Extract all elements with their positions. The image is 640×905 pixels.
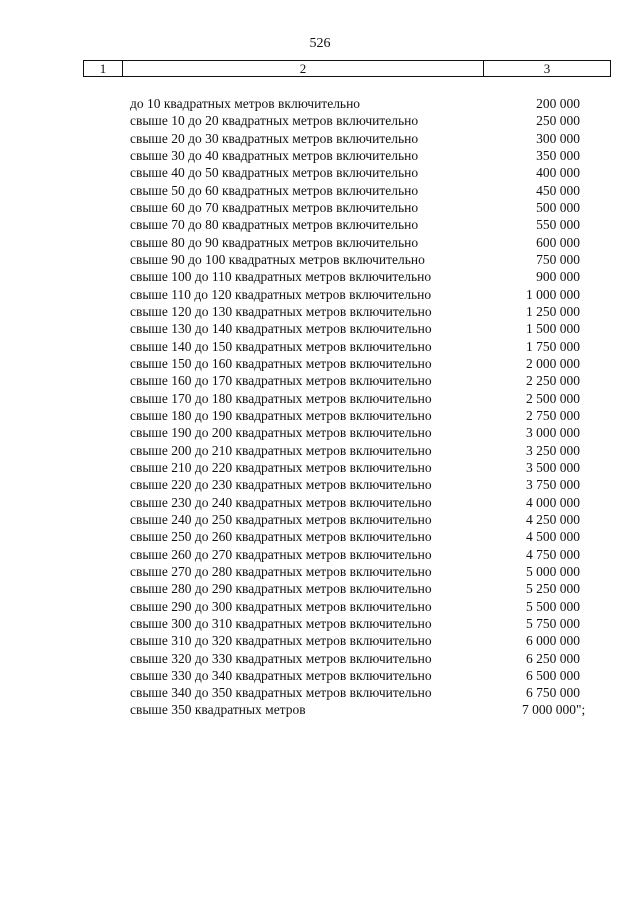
row-amount: 3 000 000 [526, 425, 580, 441]
table-row [130, 407, 600, 424]
row-amount: 2 000 000 [526, 355, 580, 371]
table-row [130, 147, 600, 164]
row-amount: 350 000 [536, 147, 580, 163]
table-row [130, 95, 600, 112]
table-row [130, 580, 600, 597]
row-amount: 5 000 000 [526, 563, 580, 579]
row-area-range: свыше 310 до 320 квадратных метров включительно [130, 633, 432, 649]
row-amount: 3 500 000 [526, 459, 580, 475]
row-area-range: свыше 180 до 190 квадратных метров включительно [130, 407, 432, 423]
row-area-range: свыше 160 до 170 квадратных метров включительно [130, 373, 432, 389]
row-area-range: свыше 290 до 300 квадратных метров включительно [130, 598, 432, 614]
row-area-range: свыше 40 до 50 квадратных метров включительно [130, 165, 419, 181]
row-amount: 5 250 000 [526, 581, 580, 597]
row-area-range: свыше 200 до 210 квадратных метров включительно [130, 442, 432, 458]
row-area-range: свыше 220 до 230 квадратных метров включительно [130, 477, 432, 493]
row-area-range: свыше 120 до 130 квадратных метров включительно [130, 303, 432, 319]
page-number: 526 [309, 36, 331, 51]
row-amount: 550 000 [536, 217, 580, 233]
table-row [130, 476, 600, 493]
row-amount: 4 500 000 [526, 529, 580, 545]
rate-table-body [130, 95, 600, 719]
row-amount: 3 750 000 [526, 477, 580, 493]
row-amount: 4 000 000 [526, 494, 580, 510]
row-area-range: свыше 250 до 260 квадратных метров включительно [130, 529, 432, 545]
table-row [130, 164, 600, 181]
row-amount: 1 250 000 [526, 303, 580, 319]
row-area-range: свыше 300 до 310 квадратных метров включительно [130, 615, 432, 631]
row-amount: 500 000 [536, 199, 580, 215]
row-area-range: свыше 150 до 160 квадратных метров включительно [130, 355, 432, 371]
table-row [130, 234, 600, 251]
table-row [130, 598, 600, 615]
row-amount: 1 000 000 [526, 286, 580, 302]
row-area-range: свыше 110 до 120 квадратных метров включительно [130, 286, 432, 302]
table-row [130, 528, 600, 545]
row-area-range: свыше 30 до 40 квадратных метров включительно [130, 147, 419, 163]
table-row [130, 216, 600, 233]
row-amount: 2 500 000 [526, 390, 580, 406]
column-header-1: 1 [84, 61, 123, 77]
row-area-range: свыше 20 до 30 квадратных метров включительно [130, 130, 419, 146]
row-amount: 6 750 000 [526, 685, 580, 701]
row-area-range: свыше 350 квадратных метров [130, 702, 306, 718]
row-area-range: свыше 320 до 330 квадратных метров включительно [130, 650, 432, 666]
row-amount: 4 750 000 [526, 546, 580, 562]
table-row [130, 701, 600, 718]
table-row [130, 459, 600, 476]
table-row [130, 494, 600, 511]
table-row [130, 199, 600, 216]
column-header-table [83, 60, 611, 77]
row-amount: 400 000 [536, 165, 580, 181]
row-area-range: свыше 280 до 290 квадратных метров включительно [130, 581, 432, 597]
row-area-range: свыше 210 до 220 квадратных метров включительно [130, 459, 432, 475]
row-area-range: свыше 60 до 70 квадратных метров включительно [130, 199, 419, 215]
row-amount: 1 500 000 [526, 321, 580, 337]
row-area-range: свыше 50 до 60 квадратных метров включительно [130, 182, 419, 198]
row-amount: 6 500 000 [526, 667, 580, 683]
row-amount: 4 250 000 [526, 511, 580, 527]
row-amount: 450 000 [536, 182, 580, 198]
table-row [130, 615, 600, 632]
row-area-range: свыше 90 до 100 квадратных метров включительно [130, 251, 425, 267]
table-row [130, 320, 600, 337]
table-row [130, 182, 600, 199]
table-row [130, 667, 600, 684]
table-row [130, 112, 600, 129]
table-row [130, 650, 600, 667]
column-header-2: 2 [123, 61, 484, 77]
table-row [130, 303, 600, 320]
row-area-range: свыше 340 до 350 квадратных метров включительно [130, 685, 432, 701]
table-row [130, 390, 600, 407]
row-area-range: до 10 квадратных метров включительно [130, 96, 361, 111]
table-row [130, 632, 600, 649]
row-area-range: свыше 70 до 80 квадратных метров включительно [130, 217, 419, 233]
row-area-range: свыше 80 до 90 квадратных метров включительно [130, 234, 419, 250]
row-amount: 5 500 000 [526, 598, 580, 614]
row-area-range: свыше 260 до 270 квадратных метров включительно [130, 546, 432, 562]
row-amount: 3 250 000 [526, 442, 580, 458]
row-area-range: свыше 170 до 180 квадратных метров включительно [130, 390, 432, 406]
row-amount: 250 000 [536, 113, 580, 129]
row-amount: 2 750 000 [526, 407, 580, 423]
column-header-row [84, 61, 611, 77]
table-row [130, 338, 600, 355]
row-area-range: свыше 230 до 240 квадратных метров включительно [130, 494, 432, 510]
row-amount: 1 750 000 [526, 338, 580, 354]
row-area-range: свыше 190 до 200 квадратных метров включительно [130, 425, 432, 441]
row-amount: 5 750 000 [526, 615, 580, 631]
row-area-range: свыше 240 до 250 квадратных метров включительно [130, 511, 432, 527]
row-amount: 600 000 [536, 234, 580, 250]
row-amount: 900 000 [536, 269, 580, 285]
column-header-3: 3 [484, 61, 611, 77]
row-amount: 750 000 [536, 251, 580, 267]
table-row [130, 251, 600, 268]
row-area-range: свыше 140 до 150 квадратных метров включительно [130, 338, 432, 354]
row-amount: 6 250 000 [526, 650, 580, 666]
table-row [130, 355, 600, 372]
table-row [130, 268, 600, 285]
table-row [130, 684, 600, 701]
table-row [130, 286, 600, 303]
row-area-range: свыше 330 до 340 квадратных метров включительно [130, 667, 432, 683]
table-row [130, 563, 600, 580]
row-amount: 7 000 000"; [522, 702, 586, 718]
table-row [130, 424, 600, 441]
row-area-range: свыше 130 до 140 квадратных метров включительно [130, 321, 432, 337]
table-row [130, 442, 600, 459]
table-row [130, 546, 600, 563]
row-amount: 6 000 000 [526, 633, 580, 649]
row-amount: 300 000 [536, 130, 580, 146]
row-amount: 200 000 [536, 96, 580, 111]
table-row [130, 511, 600, 528]
table-row [130, 130, 600, 147]
row-area-range: свыше 100 до 110 квадратных метров включительно [130, 269, 432, 285]
table-row [130, 372, 600, 389]
row-area-range: свыше 270 до 280 квадратных метров включительно [130, 563, 432, 579]
row-area-range: свыше 10 до 20 квадратных метров включительно [130, 113, 419, 129]
row-amount: 2 250 000 [526, 373, 580, 389]
